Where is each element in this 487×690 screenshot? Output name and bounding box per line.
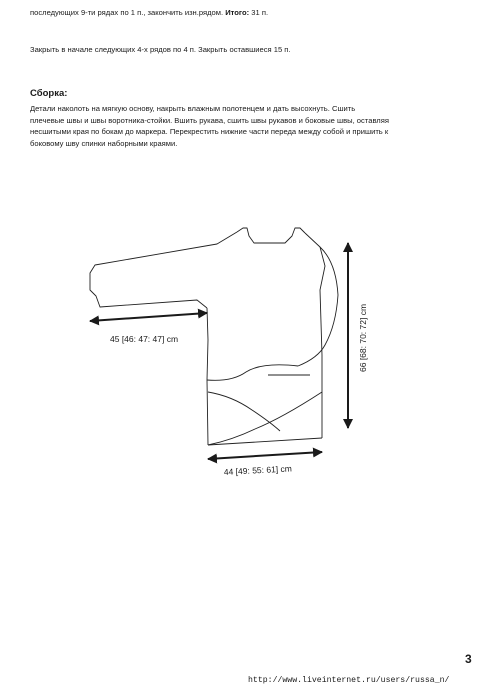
left-side-outline [207, 308, 208, 445]
front-wrap-curve [207, 365, 298, 380]
assembly-heading: Сборка: [30, 88, 68, 99]
width-measure-label: 44 [49: 55: 61] cm [223, 463, 293, 477]
right-side-outline [305, 233, 325, 438]
total-value: 31 п. [251, 8, 269, 17]
assembly-line: боковому шву спинки наборными краями. [30, 138, 178, 148]
assembly-line: несшитыми края по бокам до маркера. Перекрестить нижние части переда между собой и пришить к [30, 127, 389, 137]
sleeve-dimension-arrow [90, 313, 207, 321]
dimension-arrows [90, 243, 348, 459]
right-sleeve-curve [298, 247, 338, 366]
width-dimension-arrow [208, 452, 322, 459]
total-label: Итого: [225, 8, 250, 17]
hem-line [208, 438, 322, 445]
line1-text: последующих 9-ти рядах по 1 п., закончить изн.рядом. [30, 8, 224, 17]
sleeve-outline [90, 232, 237, 308]
sleeve-measure-label: 45 [46: 47: 47] cm [110, 334, 179, 344]
length-measure-label: 66 [68: 70: 72] cm [358, 303, 368, 372]
front-panel-curve-2 [208, 392, 280, 431]
assembly-line: Детали наколоть на мягкую основу, накрыть влажным полотенцем и дать высохнуть. Сшить [30, 104, 356, 113]
source-url[interactable]: http://www.liveinternet.ru/users/russa_n/ [248, 676, 450, 685]
collar-outline [237, 228, 305, 243]
page-number: 3 [465, 652, 472, 666]
text-line-2: Закрыть в начале следующих 4-х рядов по 4 п. Закрыть оставшиеся 15 п. [30, 45, 291, 54]
assembly-line: плечевые швы и швы воротника-стойки. Вшить рукава, сшить швы рукавов и боковые швы, оставляя [30, 115, 389, 125]
